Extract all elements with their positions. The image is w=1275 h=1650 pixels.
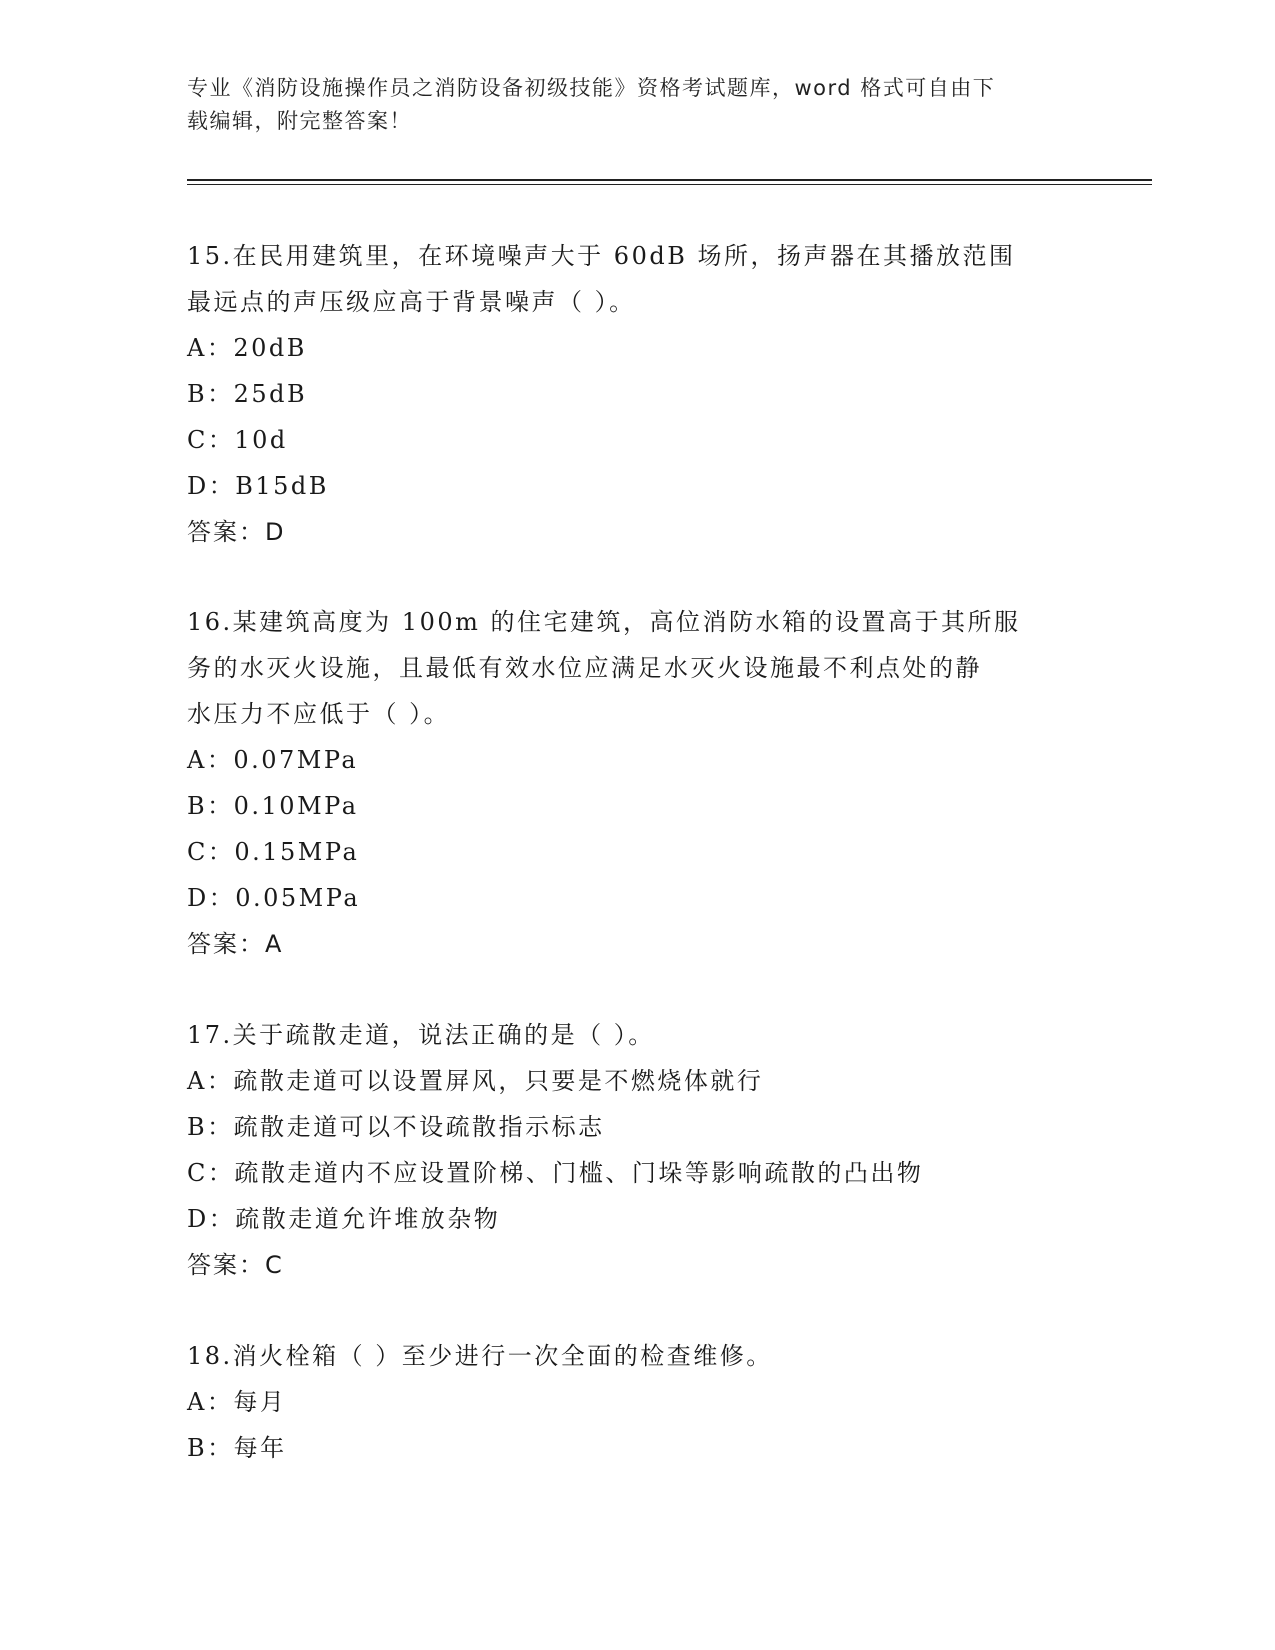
option-a: A：20dB: [187, 334, 307, 362]
answer-line: 答案：D: [187, 518, 286, 546]
question-16: [187, 599, 1067, 967]
question-18: [187, 1333, 1067, 1471]
answer-line: 答案：A: [187, 930, 284, 958]
header-line-2: 载编辑，附完整答案！: [187, 109, 412, 133]
option-a: A：疏散走道可以设置屏风，只要是不燃烧体就行: [187, 1067, 764, 1095]
question-stem-line: 水压力不应低于（ ）。: [187, 700, 451, 728]
question-stem-line: 16.某建筑高度为 100m 的住宅建筑，高位消防水箱的设置高于其所服: [187, 608, 1021, 636]
document-header: [187, 72, 1067, 138]
question-stem-line: 务的水灭火设施，且最低有效水位应满足水灭火设施最不利点处的静: [187, 654, 982, 682]
option-b: B：25dB: [187, 380, 308, 408]
option-a: A：每月: [187, 1388, 287, 1416]
option-b: B：每年: [187, 1434, 287, 1462]
header-line-1: 专业《消防设施操作员之消防设备初级技能》资格考试题库，word 格式可自由下: [187, 76, 996, 100]
option-b: B：疏散走道可以不设疏散指示标志: [187, 1113, 605, 1141]
option-d: D：疏散走道允许堆放杂物: [187, 1205, 501, 1233]
header-divider-thick: [187, 179, 1152, 181]
option-c: C：10d: [187, 426, 288, 454]
answer-line: 答案：C: [187, 1251, 284, 1279]
option-c: C：0.15MPa: [187, 838, 360, 866]
question-stem-line: 最远点的声压级应高于背景噪声（ ）。: [187, 288, 636, 316]
option-a: A：0.07MPa: [187, 746, 359, 774]
option-c: C：疏散走道内不应设置阶梯、门槛、门垛等影响疏散的凸出物: [187, 1159, 924, 1187]
question-stem-line: 18.消火栓箱（ ）至少进行一次全面的检查维修。: [187, 1342, 773, 1370]
option-d: D：0.05MPa: [187, 884, 361, 912]
question-17: [187, 1012, 1067, 1288]
question-15: [187, 233, 1067, 555]
question-stem-line: 17.关于疏散走道，说法正确的是（ ）。: [187, 1021, 655, 1049]
option-b: B：0.10MPa: [187, 792, 359, 820]
question-stem-line: 15.在民用建筑里，在环境噪声大于 60dB 场所，扬声器在其播放范围: [187, 242, 1016, 270]
header-divider-thin: [187, 184, 1152, 185]
option-d: D：B15dB: [187, 472, 329, 500]
